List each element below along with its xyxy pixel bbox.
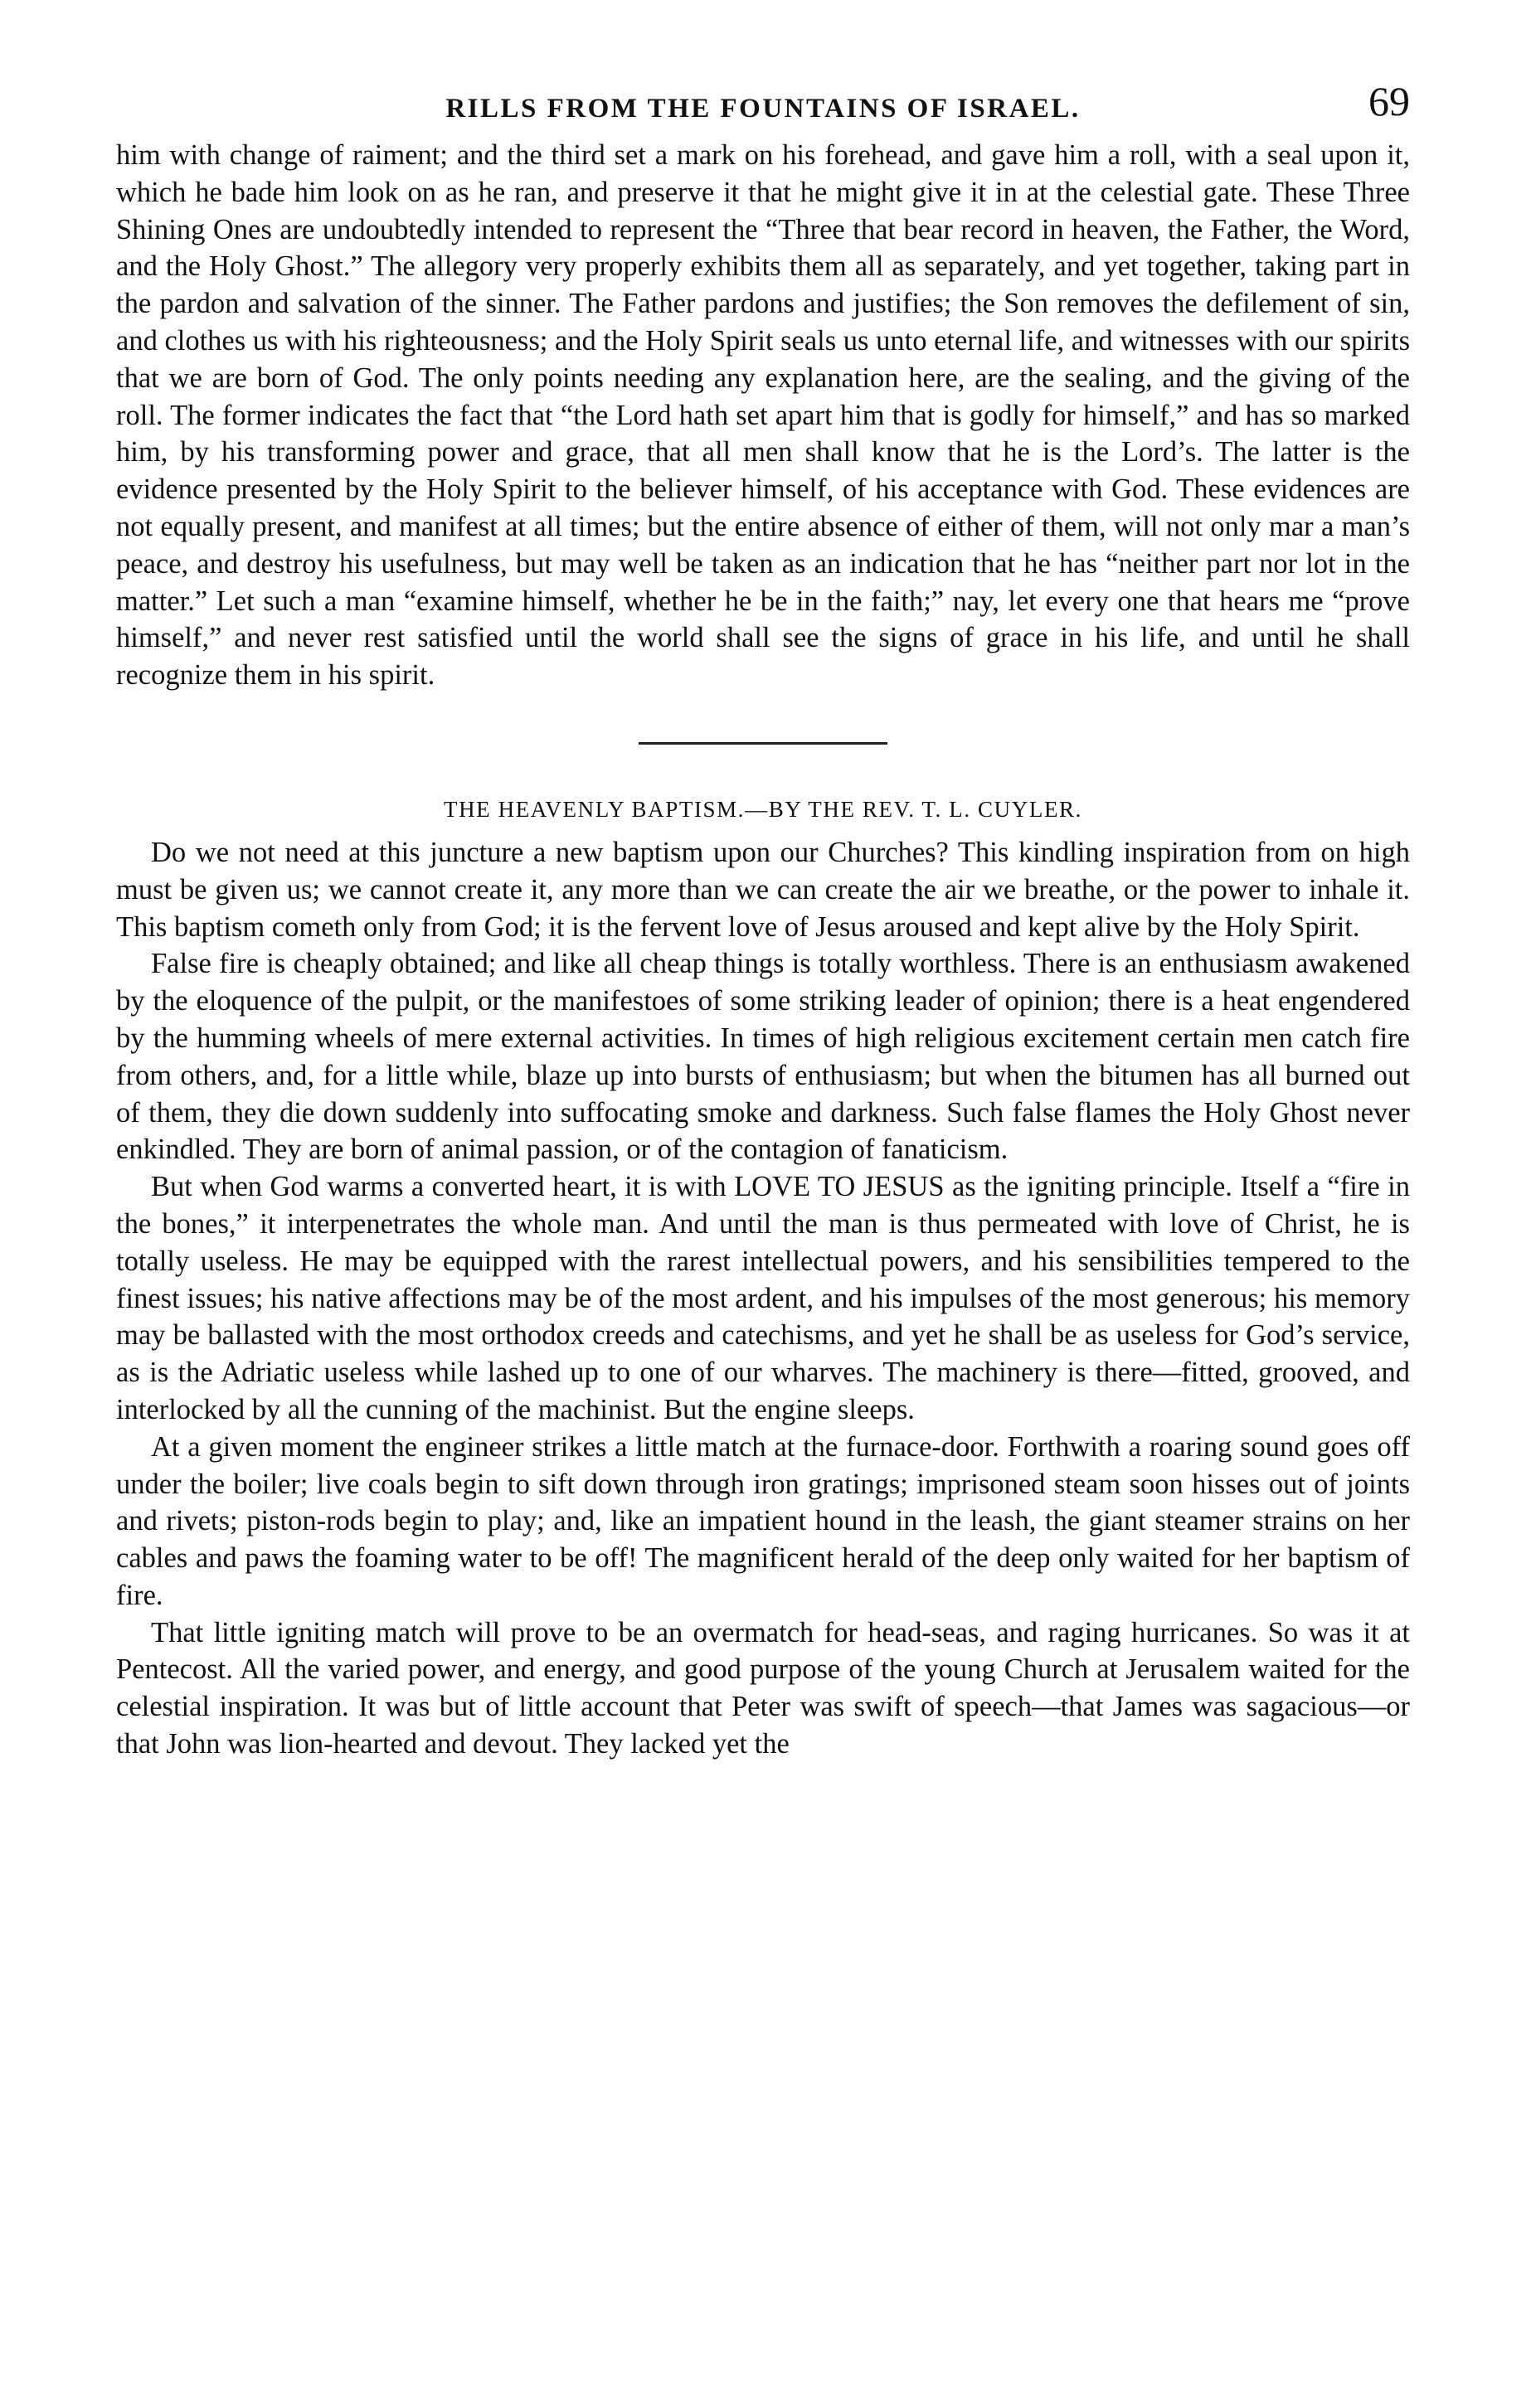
article-continuation-paragraph: him with change of raiment; and the third set a mark on his forehead, and gave him a roll, with a seal upon it, which he bade him look on as he ran, and preserve it that he might give it in at the celestial gate. These Three Shining Ones are undoubtedly intended to represent the “Three that bear record in heaven, the Father, the Word, and the Holy Ghost.” The allegory very properly exhibits them all as separately, and yet together, taking part in the pardon and salvation of the sinner. The Father pardons and justifies; the Son removes the defilement of sin, and clothes us with his righteousness; and the Holy Spirit seals us unto eternal life, and witnesses with our spirits that we are born of God. The only points needing any explanation here, are the sealing, and the giving of the roll. The former indicates the fact that “the Lord hath set apart him that is godly for himself,” and has so marked him, by his transforming power and grace, that all men shall know that he is the Lord’s. The latter is the evidence presented by the Holy Spirit to the believer himself, of his acceptance with God. These evidences are not equally present, and manifest at all times; but the entire absence of either of them, will not only mar a man’s peace, and destroy his usefulness, but may well be taken as an indication that he has “neither part nor lot in the matter.” Let such a man “examine himself, whether he be in the faith;” nay, let every one that hears me “prove himself,” and never rest satisfied until the world shall see the signs of grace in his life, and until he shall recognize them in his spirit.	[116, 139, 1410, 692]
running-head-title: RILLS FROM THE FOUNTAINS OF ISRAEL.	[445, 94, 1081, 124]
section-divider	[639, 742, 887, 745]
section-heading: THE HEAVENLY BAPTISM.—BY THE REV. T. L. CUYLER.	[443, 796, 1082, 822]
page-number: 69	[1368, 78, 1410, 124]
section-body	[116, 834, 1410, 1763]
body-paragraph-5: That little igniting match will prove to be an overmatch for head-seas, and raging hurricanes. So was it at Pentecost. All the varied power, and energy, and good purpose of the young Church at Jerusalem waited for the celestial inspiration. It was but of little account that Peter was swift of speech—that James was sagacious—or that John was lion-hearted and devout. They lacked yet the	[116, 1616, 1410, 1760]
body-paragraph-2: False fire is cheaply obtained; and like all cheap things is totally worthless. There is an enthusiasm awakened by the eloquence of the pulpit, or the manifestoes of some striking leader of opinion; there is a heat engendered by the humming wheels of mere external activities. In times of high religious excitement certain men catch fire from others, and, for a little while, blaze up into bursts of enthusiasm; but when the bitumen has all burned out of them, they die down suddenly into suffocating smoke and darkness. Such false flames the Holy Ghost never enkindled. They are born of animal passion, or of the contagion of fanaticism.	[116, 948, 1410, 1166]
body-paragraph-4: At a given moment the engineer strikes a little match at the furnace-door. Forthwith a roaring sound goes off under the boiler; live coals begin to sift down through iron gratings; imprisoned steam soon hisses out of joints and rivets; piston-rods begin to play; and, like an impatient hound in the leash, the giant steamer strains on her cables and paws the foaming water to be off! The magnificent herald of the deep only waited for her baptism of fire.	[116, 1430, 1410, 1611]
running-head	[116, 79, 1410, 137]
book-page	[116, 79, 1410, 1763]
body-paragraph-3: But when God warms a converted heart, it is with LOVE TO JESUS as the igniting principle. Itself a “fire in the bones,” it interpenetrates the whole man. And until the man is thus permeated with love of Christ, he is totally useless. He may be equipped with the rarest intellectual powers, and his sensibilities tempered to the finest issues; his native affections may be of the most ardent, and his impulses of the most generous; his memory may be ballasted with the most orthodox creeds and catechisms, and yet he shall be as useless for God’s service, as is the Adriatic useless while lashed up to one of our wharves. The machinery is there—fitted, grooved, and interlocked by all the cunning of the machinist. But the engine sleeps.	[116, 1171, 1410, 1425]
body-paragraph-1: Do we not need at this juncture a new baptism upon our Churches? This kindling inspiration from on high must be given us; we cannot create it, any more than we can create the air we breathe, or the power to inhale it. This baptism cometh only from God; it is the fervent love of Jesus aroused and kept alive by the Holy Spirit.	[116, 836, 1410, 943]
